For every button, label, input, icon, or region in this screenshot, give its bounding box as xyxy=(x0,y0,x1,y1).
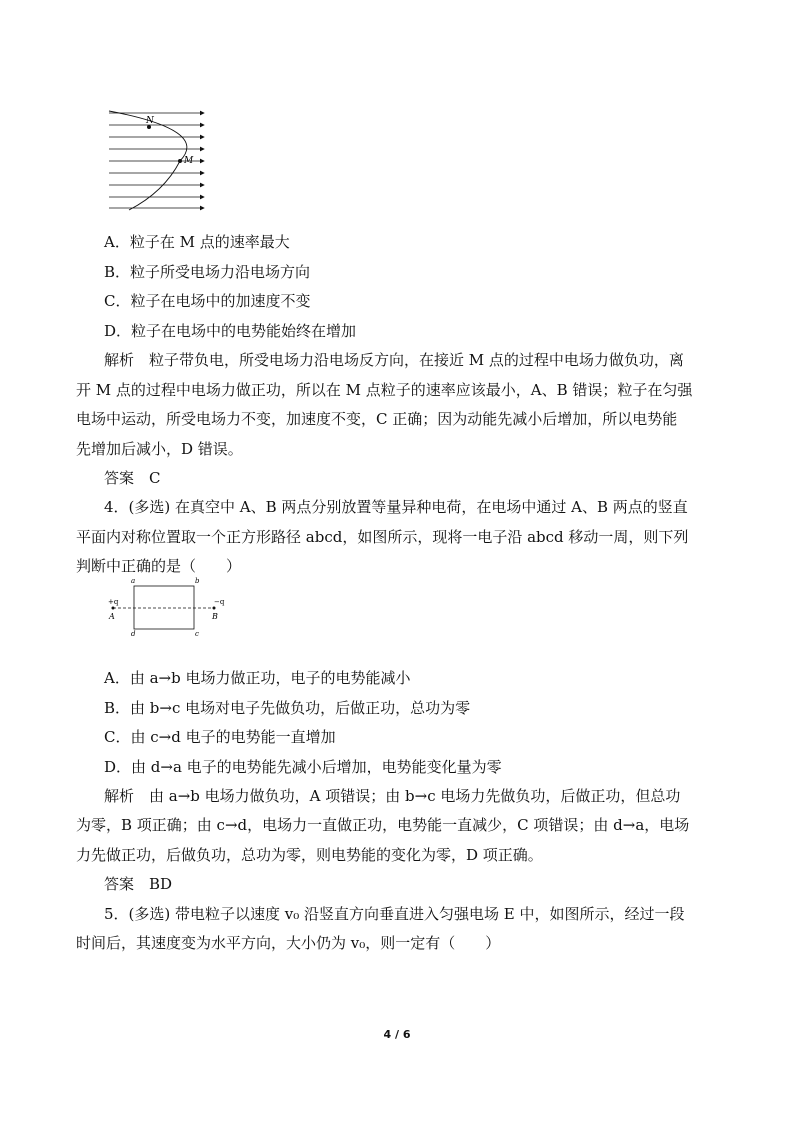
q4-stem-line-3: 判断中正确的是（ ） xyxy=(76,557,242,575)
q4-analysis-line-3: 力先做正功，后做负功，总功为零，则电势能的变化为零，D 项正确。 xyxy=(76,846,543,864)
q3-option-d: D．粒子在电场中的电势能始终在增加 xyxy=(104,322,357,340)
q4-analysis-line-1: 解析 由 a→b 电场力做负功，A 项错误；由 b→c 电场力先做负功，后做正功，但总功 xyxy=(104,787,681,805)
q4-option-c: C．由 c→d 电子的电势能一直增加 xyxy=(104,728,336,746)
q4-option-a: A．由 a→b 电场力做正功，电子的电势能减小 xyxy=(104,669,411,687)
q4-answer: 答案 BD xyxy=(104,875,173,893)
q3-option-c: C．粒子在电场中的加速度不变 xyxy=(104,292,311,310)
label-m: M xyxy=(184,156,194,166)
q3-analysis-line-1: 解析 粒子带负电，所受电场力沿电场反方向，在接近 M 点的过程中电场力做负功，离 xyxy=(104,351,684,369)
q5-stem-line-1: 5．(多选) 带电粒子以速度 v₀ 沿竖直方向垂直进入匀强电场 E 中，如图所示，经过一段 xyxy=(104,905,685,923)
square-abcd xyxy=(134,586,194,629)
q3-analysis-line-2: 开 M 点的过程中电场力做正功，所以在 M 点粒子的速率应该最小，A、B 错误；粒子在匀强 xyxy=(76,381,693,399)
q5-stem-line-2: 时间后，其速度变为水平方向，大小仍为 v₀，则一定有（ ） xyxy=(76,934,501,952)
label-point-b: B xyxy=(212,612,218,621)
q4-stem-line-2: 平面内对称位置取一个正方形路径 abcd，如图所示，现将一电子沿 abcd 移动一周，则下列 xyxy=(76,528,689,546)
q4-option-b: B．由 b→c 电场对电子先做负功，后做正功，总功为零 xyxy=(104,699,471,717)
q4-option-d: D．由 d→a 电子的电势能先减小后增加，电势能变化量为零 xyxy=(104,758,502,776)
q3-analysis-line-4: 先增加后减小，D 错误。 xyxy=(76,440,243,458)
q3-option-a: A．粒子在 M 点的速率最大 xyxy=(104,233,290,251)
label-point-a: A xyxy=(109,612,115,621)
page-number: 4 / 6 xyxy=(383,1028,411,1041)
label-plus-q: +q xyxy=(108,598,119,606)
charge-b-dot xyxy=(213,607,216,610)
q3-option-b: B．粒子所受电场力沿电场方向 xyxy=(104,263,311,281)
label-d-corner: d xyxy=(131,630,136,636)
point-m xyxy=(178,159,182,163)
label-n: N xyxy=(146,116,154,126)
q4-stem-line-1: 4．(多选) 在真空中 A、B 两点分别放置等量异种电荷，在电场中通过 A、B 两点的竖直 xyxy=(104,498,688,516)
label-minus-q: −q xyxy=(214,598,225,606)
field-trajectory-figure xyxy=(100,100,215,215)
label-b-corner: b xyxy=(195,577,200,585)
q3-answer: 答案 C xyxy=(104,469,161,487)
label-a-corner: a xyxy=(131,577,136,585)
q3-analysis-line-3: 电场中运动，所受电场力不变，加速度不变，C 正确；因为动能先减小后增加，所以电势能 xyxy=(76,410,678,428)
charge-a-dot xyxy=(112,607,115,610)
label-c-corner: c xyxy=(195,630,199,636)
q4-analysis-line-2: 为零，B 项正确；由 c→d，电场力一直做正功，电势能一直减少，C 项错误；由 d→a，电场 xyxy=(76,816,690,834)
square-path-figure xyxy=(100,576,235,636)
